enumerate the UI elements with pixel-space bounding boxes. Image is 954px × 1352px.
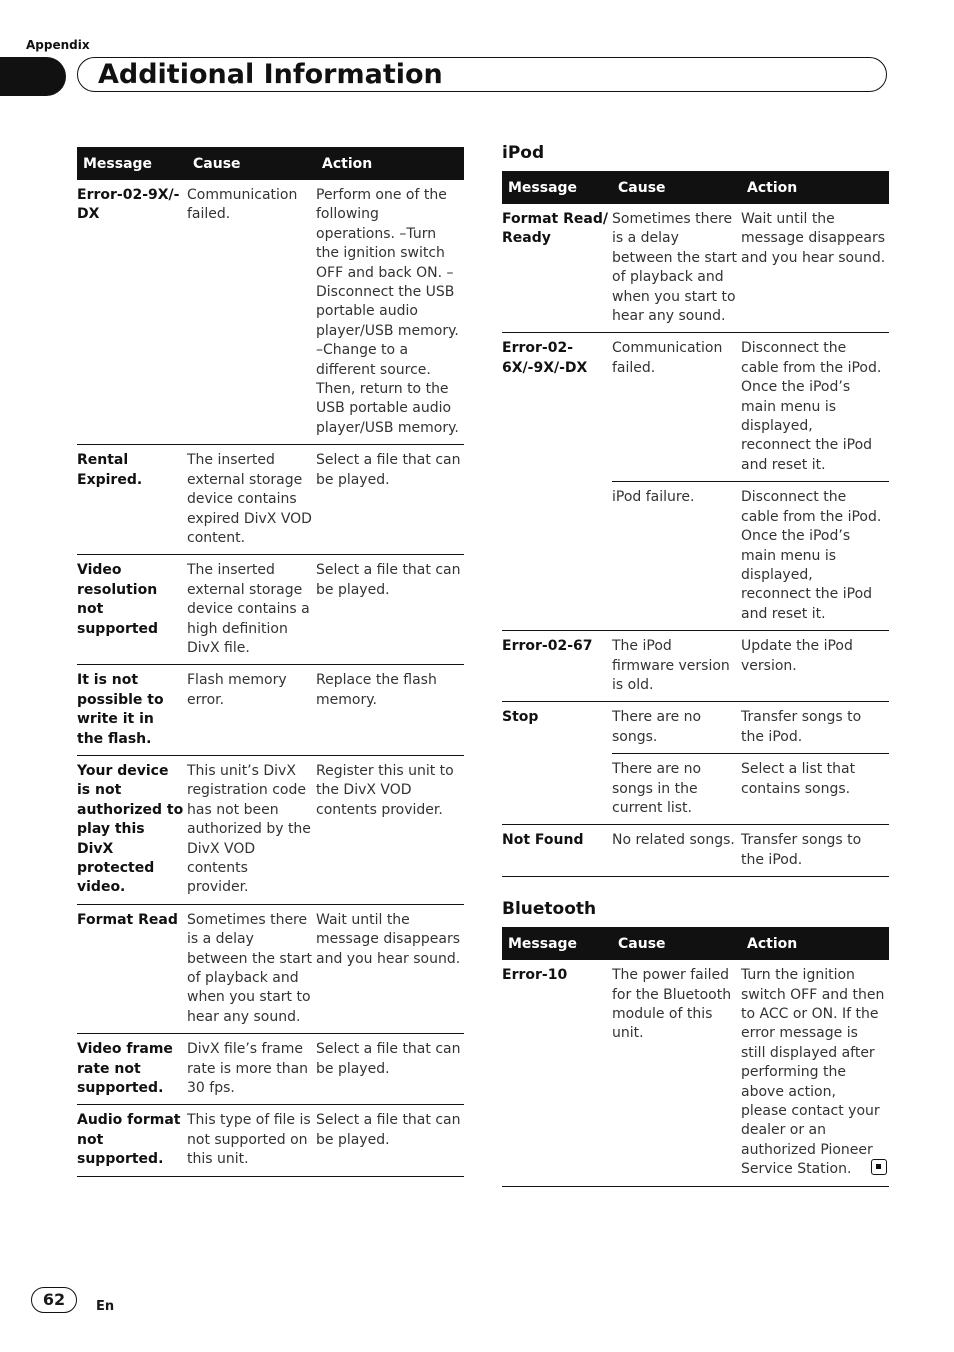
ipod-section-title: iPod xyxy=(502,143,545,163)
row-action: Replace the flash memory. xyxy=(316,665,464,756)
row-cause: Sometimes there is a delay between the start of playback and when you start to hear any sound. xyxy=(612,211,738,325)
table-header xyxy=(502,171,889,204)
row-action: Transfer songs to the iPod. xyxy=(741,702,889,754)
row-cause: This unit’s DivX registration code has not been authorized by the DivX VOD contents provider. xyxy=(187,755,316,904)
row-message: Error-10 xyxy=(502,960,612,1186)
bluetooth-section-title: Bluetooth xyxy=(502,899,597,920)
table-row xyxy=(77,904,464,1033)
table-row xyxy=(77,1034,464,1105)
table-row xyxy=(502,702,889,754)
row-cause: iPod failure. xyxy=(612,482,741,631)
end-of-section-icon xyxy=(871,1159,887,1175)
header-action: Action xyxy=(741,927,889,960)
row-message xyxy=(502,754,612,825)
row-action: Perform one of the following operations. –Turn the ignition switch OFF and back ON. –Disconnect the USB portable audio player/USB memory. –Change to a different source. Then, return to the USB portable audio player/USB memory. xyxy=(316,187,459,436)
row-message xyxy=(502,482,612,631)
table-row xyxy=(502,631,889,702)
row-message: Format Read/ Ready xyxy=(502,211,608,247)
row-cause: There are no songs in the current list. xyxy=(612,754,741,825)
row-action: Select a file that can be played. xyxy=(316,1105,464,1176)
row-message: Format Read xyxy=(77,904,187,1033)
row-action: Wait until the message disappears and you hear sound. xyxy=(741,211,886,266)
row-message: Stop xyxy=(502,702,612,754)
row-cause: Communication failed. xyxy=(187,187,298,223)
table-row xyxy=(77,445,464,555)
row-message: Error-02-6X/-9X/-DX xyxy=(502,333,612,482)
table-row xyxy=(502,333,889,482)
row-action: Wait until the message disappears and you hear sound. xyxy=(316,904,464,1033)
row-message: Your device is not authorized to play this DivX protected video. xyxy=(77,755,187,904)
row-action: Transfer songs to the iPod. xyxy=(741,825,889,877)
right-column xyxy=(502,143,889,1187)
row-message: Audio format not supported. xyxy=(77,1105,187,1176)
row-cause: DivX file’s frame rate is more than 30 fps. xyxy=(187,1034,316,1105)
row-action: Update the iPod version. xyxy=(741,631,889,702)
header-cause: Cause xyxy=(612,171,741,204)
language-label: En xyxy=(96,1299,115,1314)
header-message: Message xyxy=(77,147,187,180)
bluetooth-table xyxy=(502,927,889,1186)
section-label: Appendix xyxy=(26,38,90,52)
ipod-table xyxy=(502,171,889,877)
message-table xyxy=(77,147,464,1177)
row-action: Register this unit to the DivX VOD contents provider. xyxy=(316,755,464,904)
row-message: Error-02-9X/-DX xyxy=(77,187,180,223)
section-tab xyxy=(0,57,66,96)
table-header xyxy=(77,147,464,180)
row-cause: Communication failed. xyxy=(612,333,741,482)
table-row xyxy=(502,482,889,631)
row-action: Select a file that can be played. xyxy=(316,1034,464,1105)
row-cause: This type of file is not supported on this unit. xyxy=(187,1105,316,1176)
row-message: Error-02-67 xyxy=(502,631,612,702)
row-message: Rental Expired. xyxy=(77,445,187,555)
left-message-table-wrap xyxy=(77,147,464,1177)
table-row xyxy=(502,825,889,877)
row-action: Select a list that contains songs. xyxy=(741,754,889,825)
row-action: Disconnect the cable from the iPod. Once the iPod’s main menu is displayed, reconnect the iPod and reset it. xyxy=(741,333,889,482)
header-action: Action xyxy=(741,171,889,204)
row-cause: Flash memory error. xyxy=(187,665,316,756)
row-message: Video frame rate not supported. xyxy=(77,1034,187,1105)
row-cause: The power failed for the Bluetooth module of this unit. xyxy=(612,960,741,1186)
table-row xyxy=(502,754,889,825)
row-cause: No related songs. xyxy=(612,825,741,877)
row-message: It is not possible to write it in the flash. xyxy=(77,665,187,756)
row-action: Disconnect the cable from the iPod. Once the iPod’s main menu is displayed, reconnect the iPod and reset it. xyxy=(741,482,889,631)
row-action: Turn the ignition switch OFF and then to ACC or ON. If the error message is still displayed after performing the above action, please contact your dealer or an authorized Pioneer Service Station. xyxy=(741,960,889,1186)
table-header xyxy=(502,927,889,960)
header-cause: Cause xyxy=(187,147,316,180)
table-row xyxy=(77,555,464,665)
table-row xyxy=(502,960,889,1186)
row-cause: The iPod firmware version is old. xyxy=(612,631,741,702)
table-row xyxy=(77,665,464,756)
header-action: Action xyxy=(316,147,464,180)
row-cause: The inserted external storage device contains expired DivX VOD content. xyxy=(187,445,316,555)
row-action: Select a file that can be played. xyxy=(316,555,464,665)
row-cause: Sometimes there is a delay between the start of playback and when you start to hear any sound. xyxy=(187,904,316,1033)
table-row xyxy=(77,1105,464,1176)
header-message: Message xyxy=(502,927,612,960)
header-message: Message xyxy=(502,171,612,204)
table-row xyxy=(77,180,464,445)
page-number: 62 xyxy=(31,1287,77,1313)
page-title: Additional Information xyxy=(77,57,887,92)
table-row xyxy=(77,755,464,904)
row-action: Select a file that can be played. xyxy=(316,445,464,555)
row-message: Video resolution not supported xyxy=(77,555,187,665)
row-cause: There are no songs. xyxy=(612,702,741,754)
row-cause: The inserted external storage device contains a high definition DivX file. xyxy=(187,555,316,665)
header-cause: Cause xyxy=(612,927,741,960)
table-row xyxy=(502,204,889,333)
row-message: Not Found xyxy=(502,825,612,877)
